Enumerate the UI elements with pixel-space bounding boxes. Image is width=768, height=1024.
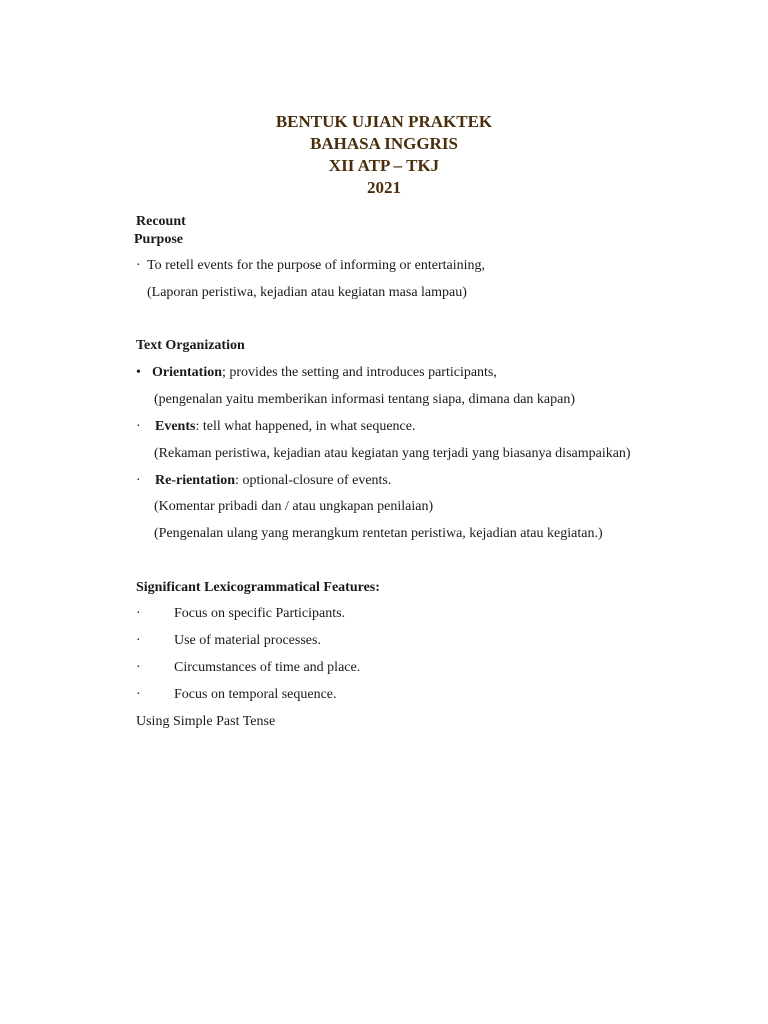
doc-title-line-2: BAHASA INGGRIS (310, 134, 458, 153)
orientation-bullet: • (136, 365, 141, 380)
feature-bullet: · (136, 633, 141, 648)
features-heading: Significant Lexicogrammatical Features: (136, 580, 380, 595)
doc-title-line-1: BENTUK UJIAN PRAKTEK (275, 112, 493, 131)
events-text: : tell what happened, in what sequence. (195, 419, 416, 434)
feature-item: Focus on temporal sequence. (174, 687, 337, 702)
recount-heading: Recount (136, 214, 186, 229)
doc-title-year: 2021 (367, 178, 401, 197)
orientation-note: (pengenalan yaitu memberikan informasi tentang siapa, dimana dan kapan) (154, 392, 576, 407)
reorientation-note-1: (Komentar pribadi dan / atau ungkapan penilaian) (154, 499, 434, 514)
purpose-text: To retell events for the purpose of informing or entertaining, (147, 258, 486, 273)
doc-title-line-3: XII ATP – TKJ (328, 156, 440, 175)
feature-item: Use of material processes. (174, 633, 321, 648)
reorientation-item (155, 472, 391, 490)
orientation-text: ; provides the setting and introduces participants, (222, 365, 497, 380)
feature-bullet: · (136, 687, 141, 702)
text-organization-heading: Text Organization (136, 338, 245, 353)
tense-note: Using Simple Past Tense (136, 714, 276, 729)
feature-item: Focus on specific Participants. (174, 606, 346, 621)
reorientation-term: Re-rientation (155, 473, 236, 488)
feature-bullet: · (136, 606, 141, 621)
orientation-term: Orientation (152, 365, 222, 380)
events-term: Events (155, 419, 196, 434)
reorientation-text: : optional-closure of events. (235, 473, 392, 488)
reorientation-note-2: (Pengenalan ulang yang merangkum rentetan peristiwa, kejadian atau kegiatan.) (154, 526, 603, 541)
purpose-note: (Laporan peristiwa, kejadian atau kegiatan masa lampau) (147, 285, 467, 300)
events-note: (Rekaman peristiwa, kejadian atau kegiatan yang terjadi yang biasanya disampaikan) (154, 446, 631, 461)
purpose-bullet: · (136, 258, 141, 273)
feature-bullet: · (136, 660, 141, 675)
orientation-item (152, 364, 497, 382)
events-item (155, 418, 416, 436)
purpose-heading: Purpose (134, 232, 183, 247)
reorientation-bullet: · (136, 473, 141, 488)
feature-item: Circumstances of time and place. (174, 660, 361, 675)
events-bullet: · (136, 419, 141, 434)
